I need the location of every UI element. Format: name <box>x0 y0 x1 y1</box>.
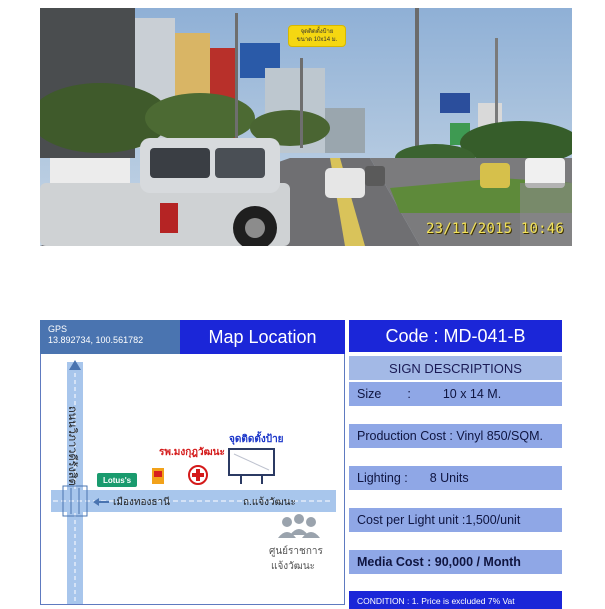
billboard-label: จุดติดตั้งป้าย <box>229 434 284 445</box>
govt-center-label-2: แจ้งวัฒนะ <box>271 561 316 572</box>
size-label: Size <box>357 387 382 401</box>
lotus-store-logo: Lotus's <box>97 473 137 487</box>
gps-box <box>40 320 180 354</box>
condition-row: CONDITION : 1. Price is excluded 7% Vat <box>349 591 562 609</box>
vertical-road-label: ถนนวิภาวดีรังสิต <box>66 406 78 486</box>
photo-timestamp: 23/11/2015 10:46 <box>425 221 564 237</box>
site-photo <box>40 8 572 246</box>
people-icon <box>278 514 320 538</box>
location-map <box>40 354 345 605</box>
billboard-location-tag <box>288 25 346 47</box>
media-cost-row: Media Cost : 90,000 / Month <box>349 550 562 574</box>
site-code: Code : MD-041-B <box>349 320 562 352</box>
gps-coordinates: 13.892734, 100.561782 <box>48 335 144 345</box>
govt-center-label-1: ศูนย์ราชการ <box>269 546 323 557</box>
lighting-value: 8 Units <box>429 471 469 485</box>
production-cost-row: Production Cost : Vinyl 850/SQM. <box>349 424 562 448</box>
map-location-title: Map Location <box>180 320 345 354</box>
tag-line1: จุดติดตั้งป้าย <box>300 29 334 35</box>
lighting-row <box>349 466 562 490</box>
size-value: 10 x 14 M. <box>442 387 502 401</box>
hospital-label: รพ.มงกุฎวัฒนะ <box>159 447 225 458</box>
gps-label: GPS <box>48 324 68 334</box>
size-separator: : <box>407 387 411 401</box>
direction-label: เมืองทองธานี <box>113 497 170 508</box>
sign-descriptions-header: SIGN DESCRIPTIONS <box>349 356 562 380</box>
lighting-label: Lighting : <box>357 471 408 485</box>
cost-per-light-row: Cost per Light unit :1,500/unit <box>349 508 562 532</box>
tag-line2: ขนาด 10x14 ม. <box>296 37 338 43</box>
horizontal-road-label: ถ.แจ้งวัฒนะ <box>243 497 296 508</box>
size-row <box>349 382 562 406</box>
